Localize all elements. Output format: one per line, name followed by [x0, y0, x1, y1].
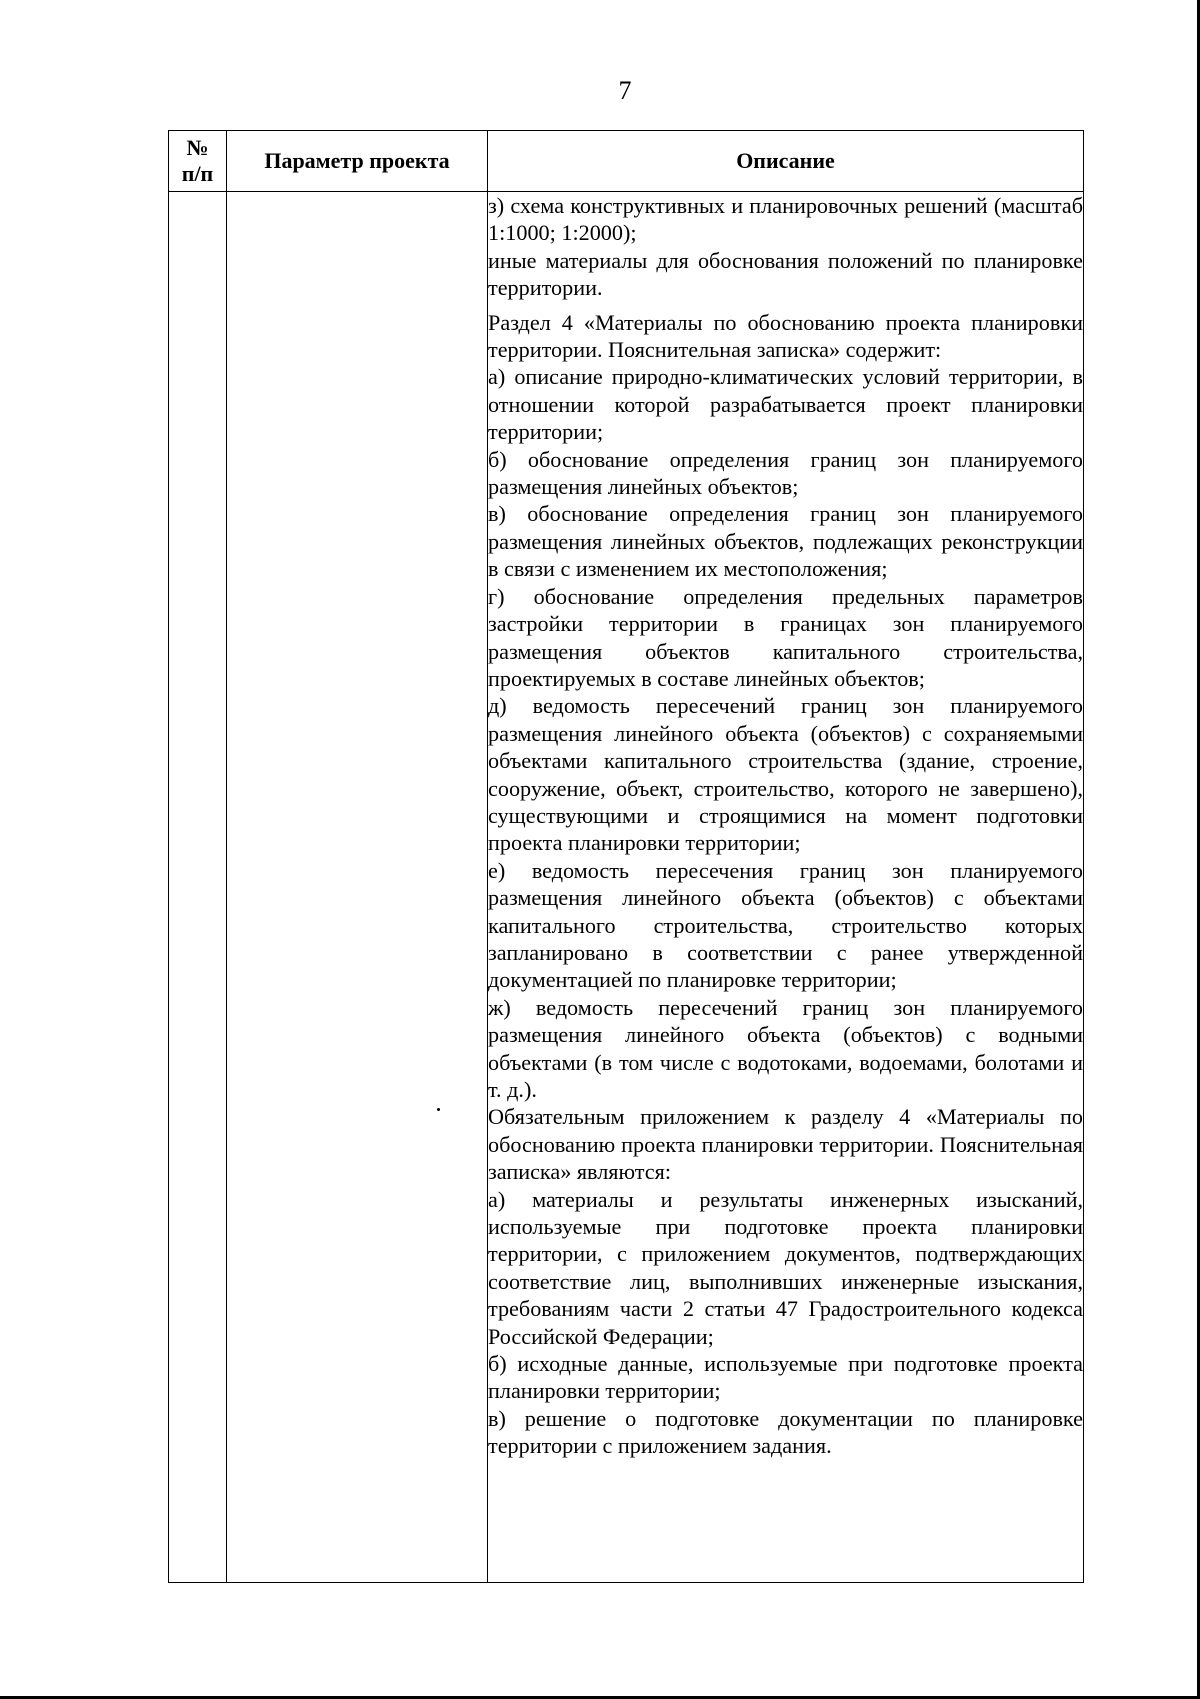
page-number: 7	[618, 76, 632, 105]
row-description-cell	[488, 192, 1084, 1583]
desc-paragraph: в) решение о подготовке документации по планировке территории с приложением задания.	[488, 1405, 1083, 1459]
header-parameter: Параметр проекта	[227, 131, 488, 192]
desc-paragraph: б) обоснование определения границ зон планируемого размещения линейных объектов;	[488, 446, 1083, 500]
desc-paragraph: г) обоснование определения предельных параметров застройки территории в границах зон планируемого размещения объектов капитального строительства, проектируемых в составе линейных объектов;	[488, 583, 1083, 691]
desc-paragraph: Раздел 4 «Материалы по обоснованию проекта планировки территории. Пояснительная записка» содержит:	[488, 309, 1083, 363]
desc-paragraph: ж) ведомость пересечений границ зон планируемого размещения линейного объекта (объектов) с водными объектами (в том числе с водотоками, водоемами, болотами и т. д.).	[488, 994, 1083, 1102]
header-number-symbol: №	[186, 135, 209, 160]
desc-paragraph: з) схема конструктивных и планировочных решений (масштаб 1:1000; 1:2000);	[488, 193, 1083, 246]
project-parameters-table	[168, 130, 1084, 1583]
row-number-cell	[169, 192, 227, 1583]
desc-paragraph: в) обоснование определения границ зон планируемого размещения линейных объектов, подлежащих реконструкции в связи с изменением их местоположения;	[488, 501, 1083, 582]
row-parameter-cell	[227, 192, 488, 1583]
table-row	[169, 192, 1084, 1583]
scan-speck	[437, 1108, 440, 1111]
desc-paragraph: д) ведомость пересечений границ зон планируемого размещения линейного объекта (объектов) с сохраняемыми объектами капитального строительства (здание, строение, сооружение, объект, строительство, которого не завершено), существующими и строящимися на момент подготовки проекта планировки территории;	[488, 693, 1083, 856]
table-header-row	[169, 131, 1084, 192]
desc-paragraph: иные материалы для обоснования положений по планировке территории.	[488, 247, 1083, 301]
desc-paragraph: б) исходные данные, используемые при подготовке проекта планировки территории;	[488, 1351, 1083, 1404]
desc-paragraph: е) ведомость пересечения границ зон планируемого размещения линейного объекта (объектов) с объектами капитального строительства, строительство которых запланировано в соответствии с ранее утвержденной документацией по планировке территории;	[488, 857, 1083, 993]
header-number	[169, 131, 227, 192]
header-number-abbrev: п/п	[181, 161, 214, 186]
header-description: Описание	[488, 131, 1084, 192]
desc-paragraph: а) описание природно-климатических условий территории, в отношении которой разрабатывается проект планировки территории;	[488, 364, 1083, 445]
desc-paragraph: Обязательным приложением к разделу 4 «Материалы по обоснованию проекта планировки территории. Пояснительная записка» являются:	[488, 1104, 1083, 1185]
desc-paragraph: а) материалы и результаты инженерных изысканий, используемые при подготовке проекта планировки территории, с приложением документов, подтверждающих соответствие лиц, выполнивших инженерные изыскания, требованиям части 2 статьи 47 Градостроительного кодекса Российской Федерации;	[488, 1186, 1083, 1349]
